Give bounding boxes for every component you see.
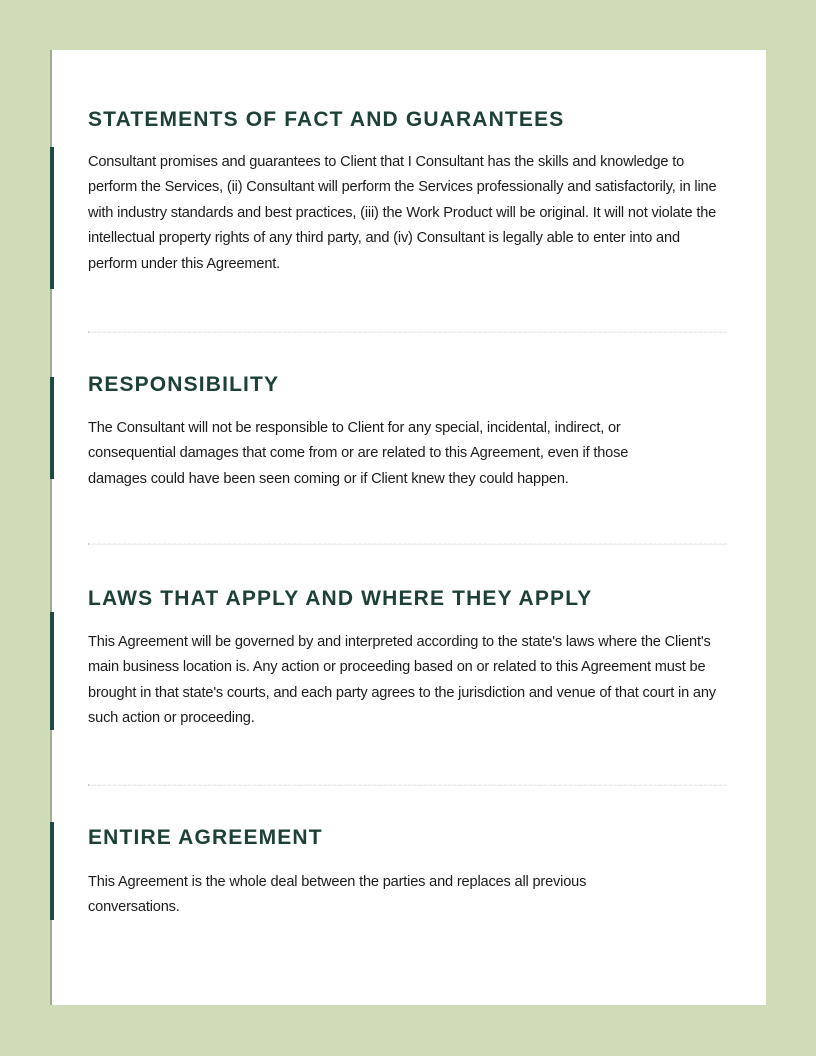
clause-heading: RESPONSIBILITY (88, 373, 280, 396)
clause-accent-bar (50, 377, 54, 479)
clause-accent-bar (50, 147, 54, 289)
clause-body-text: This Agreement will be governed by and interpreted according to the state's laws where the Client's main business location is. Any action or proceeding based on or related to this Agreement must be brought in that state's courts, and each party agrees to the jurisdiction and venue of that court in any such action or proceeding. (88, 634, 716, 727)
clause-accent-bar (50, 822, 54, 920)
document-sheet (50, 50, 766, 1005)
clause-divider (88, 331, 727, 333)
clause-body-text: The Consultant will not be responsible to Client for any special, incidental, indirect, or consequential damages that come from or are related to this Agreement, even if those damages could have been seen coming or if Client knew they could happen. (88, 420, 629, 487)
clause-heading: ENTIRE AGREEMENT (88, 826, 323, 849)
clause-accent-bar (50, 612, 54, 730)
document-content-area (52, 50, 766, 1005)
clause-heading: LAWS THAT APPLY AND WHERE THEY APPLY (88, 587, 593, 610)
clause-divider (88, 784, 727, 786)
clause-divider (88, 543, 727, 545)
clause-body-text: This Agreement is the whole deal between the parties and replaces all previous conversations. (88, 874, 587, 916)
clause-heading: STATEMENTS OF FACT AND GUARANTEES (88, 108, 565, 131)
clause-body-text: Consultant promises and guarantees to Client that I Consultant has the skills and knowledge to perform the Services, (ii) Consultant will perform the Services professionally and satisfactorily, in line with industry standards and best practices, (iii) the Work Product will be original. It will not violate the intellectual property rights of any third party, and (iv) Consultant is legally able to enter into and perform under this Agreement. (88, 154, 717, 272)
